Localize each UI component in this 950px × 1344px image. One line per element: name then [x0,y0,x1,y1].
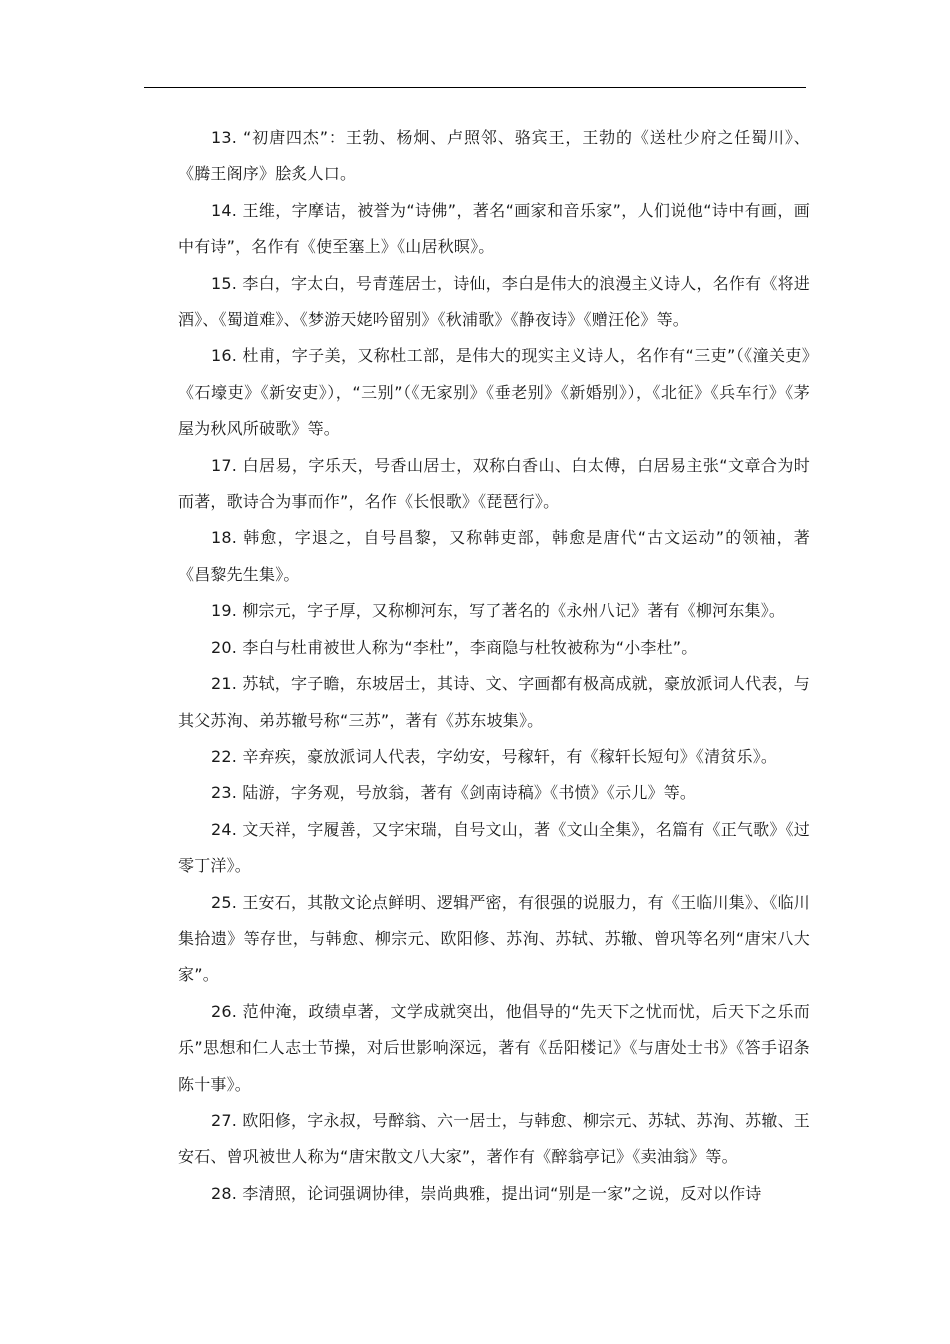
paragraph-18: 18. 韩愈，字退之，自号昌黎，又称韩吏部，韩愈是唐代“古文运动”的领袖，著《昌黎先生集》。 [178,528,810,584]
paragraph-14: 14. 王维，字摩诘，被誉为“诗佛”，著名“画家和音乐家”，人们说他“诗中有画，画中有诗”，名作有《使至塞上》《山居秋暝》。 [178,200,810,257]
paragraph-21: 21. 苏轼，字子瞻，东坡居士，其诗、文、字画都有极高成就，豪放派词人代表，与其父苏洵、弟苏辙号称“三苏”，著有《苏东坡集》。 [178,674,810,730]
paragraph-19: 19. 柳宗元，字子厚，又称柳河东，写了著名的《永州八记》著有《柳河东集》。 [211,601,786,621]
paragraph-23: 23. 陆游，字务观，号放翁，著有《剑南诗稿》《书愤》《示儿》等。 [211,783,697,803]
paragraph-27: 27. 欧阳修，字永叔，号醉翁、六一居士，与韩愈、柳宗元、苏轼、苏洵、苏辙、王安石、曾巩被世人称为“唐宋散文八大家”，著作有《醉翁亭记》《卖油翁》等。 [178,1110,810,1167]
header-rule [144,87,806,88]
paragraph-20: 20. 李白与杜甫被世人称为“李杜”，李商隐与杜牧被称为“小李杜”。 [211,637,698,657]
paragraph-26: 26. 范仲淹，政绩卓著，文学成就突出，他倡导的“先天下之忧而忧，后天下之乐而乐”思想和仁人志士节操，对后世影响深远，著有《岳阳楼记》《与唐处士书》《答手诏条陈十事》。 [178,1001,810,1094]
paragraph-22: 22. 辛弃疾，豪放派词人代表，字幼安，号稼轩，有《稼轩长短句》《清贫乐》。 [211,746,778,766]
paragraph-17: 17. 白居易，字乐天，号香山居士，双称白香山、白太傅，白居易主张“文章合为时而著，歌诗合为事而作”，名作《长恨歌》《琵琶行》。 [178,455,810,512]
paragraph-15: 15. 李白，字太白，号青莲居士，诗仙，李白是伟大的浪漫主义诗人，名作有《将进酒》、《蜀道难》、《梦游天姥吟留别》《秋浦歌》《静夜诗》《赠汪伦》等。 [178,273,810,330]
document-body [178,120,810,1212]
paragraph-16: 16. 杜甫，字子美，又称杜工部，是伟大的现实主义诗人，名作有“三吏”（《潼关吏》《石壕吏》《新安吏》），“三别”（《无家别》《垂老别》《新婚别》），《北征》《兵车行》《茅屋为秋风所破歌》等。 [178,346,810,439]
paragraph-13: 13. “初唐四杰”：王勃、杨炯、卢照邻、骆宾王，王勃的《送杜少府之任蜀川》、《腾王阁序》脍炙人口。 [178,128,810,184]
paragraph-24: 24. 文天祥，字履善，又字宋瑞，自号文山，著《文山全集》，名篇有《正气歌》《过零丁洋》。 [178,819,810,876]
paragraph-28: 28. 李清照，论词强调协律，崇尚典雅，提出词“别是一家”之说，反对以作诗 [211,1183,762,1203]
paragraph-25: 25. 王安石，其散文论点鲜明、逻辑严密，有很强的说服力，有《王临川集》、《临川集拾遗》等存世，与韩愈、柳宗元、欧阳修、苏洵、苏轼、苏辙、曾巩等名列“唐宋八大家”。 [178,892,810,985]
